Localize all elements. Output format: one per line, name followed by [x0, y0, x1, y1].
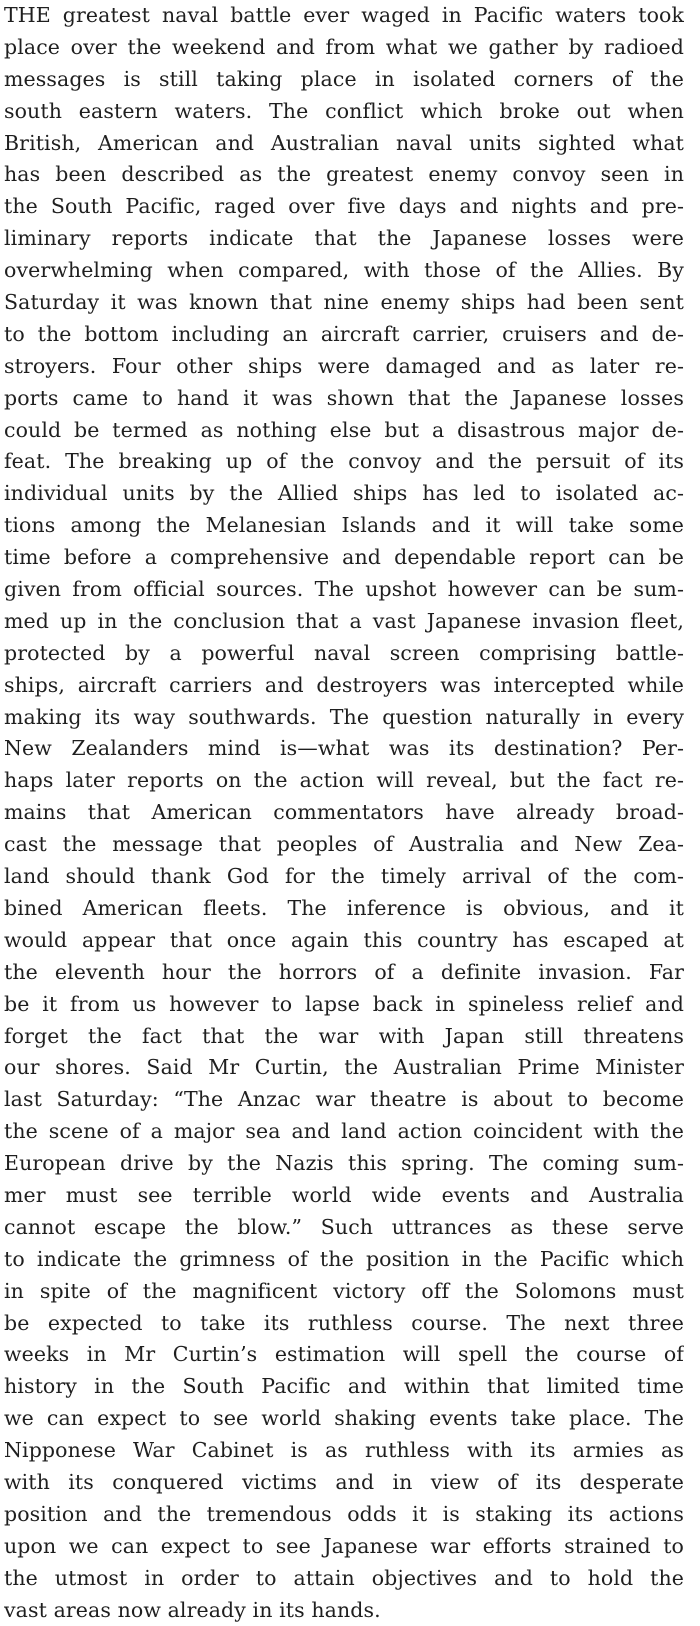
article-line: be it from us however to lapse back in spineless relief and — [4, 991, 684, 1016]
article-line: with its conquered victims and in view of its desperate — [4, 1469, 684, 1494]
article-line: liminary reports indicate that the Japanese losses were — [4, 226, 684, 251]
article-line: feat. The breaking up of the convoy and the persuit of its — [4, 449, 684, 474]
article-line: New Zealanders mind is—what was its destination? Per- — [4, 736, 684, 761]
article-line: history in the South Pacific and within that limited time — [4, 1374, 684, 1399]
article-line: to indicate the grimness of the position in the Pacific which — [4, 1246, 684, 1271]
article-line: THE greatest naval battle ever waged in Pacific waters took — [4, 3, 684, 27]
article-line: the scene of a major sea and land action coincident with the — [4, 1119, 684, 1144]
article-line: upon we can expect to see Japanese war efforts strained to — [4, 1533, 684, 1558]
article-line: position and the tremendous odds it is staking its actions — [4, 1501, 684, 1526]
article-body — [4, 0, 684, 1626]
article-line: would appear that once again this country has escaped at — [4, 927, 684, 952]
article-line: mer must see terrible world wide events and Australia — [4, 1182, 684, 1207]
article-line: Saturday it was known that nine enemy ships had been sent — [4, 290, 684, 315]
article-line: med up in the conclusion that a vast Japanese invasion fleet, — [4, 608, 684, 633]
article-line: individual units by the Allied ships has led to isolated ac- — [4, 481, 684, 506]
article-line: forget the fact that the war with Japan still threatens — [4, 1023, 684, 1048]
article-line: weeks in Mr Curtin’s estimation will spell the course of — [4, 1342, 684, 1367]
article-line: vast areas now already in its hands. — [4, 1597, 381, 1622]
article-line: time before a comprehensive and dependable report can be — [4, 545, 684, 570]
article-line: stroyers. Four other ships were damaged and as later re- — [4, 353, 684, 378]
article-line: the South Pacific, raged over five days and nights and pre- — [4, 194, 684, 219]
article-line: land should thank God for the timely arrival of the com- — [4, 864, 684, 889]
article-line: the eleventh hour the horrors of a definite invasion. Far — [4, 959, 684, 984]
article-line: European drive by the Nazis this spring. The coming sum- — [4, 1151, 684, 1176]
article-line: making its way southwards. The question naturally in every — [4, 704, 684, 729]
article-line: be expected to take its ruthless course. The next three — [4, 1310, 684, 1335]
article-line: British, American and Australian naval units sighted what — [4, 130, 684, 155]
article-line: we can expect to see world shaking events take place. The — [4, 1406, 684, 1431]
article-line: given from official sources. The upshot however can be sum- — [4, 577, 684, 602]
article-line: could be termed as nothing else but a disastrous major de- — [4, 417, 684, 442]
article-line: our shores. Said Mr Curtin, the Australian Prime Minister — [4, 1055, 684, 1080]
article-line: cannot escape the blow.” Such uttrances as these serve — [4, 1214, 684, 1239]
article-line: Nipponese War Cabinet is as ruthless with its armies as — [4, 1438, 684, 1463]
article-line: messages is still taking place in isolated corners of the — [4, 66, 684, 91]
article-line: last Saturday: “The Anzac war theatre is about to become — [4, 1087, 684, 1112]
article-line: tions among the Melanesian Islands and it will take some — [4, 513, 684, 538]
article-line: protected by a powerful naval screen comprising battle- — [4, 640, 684, 665]
article-line: haps later reports on the action will reveal, but the fact re- — [4, 768, 684, 793]
article-line: mains that American commentators have already broad- — [4, 800, 684, 825]
article-line: has been described as the greatest enemy convoy seen in — [4, 162, 684, 187]
article-line: in spite of the magnificent victory off the Solomons must — [4, 1278, 684, 1303]
article-line: south eastern waters. The conflict which broke out when — [4, 98, 684, 123]
article-line: ships, aircraft carriers and destroyers was intercepted while — [4, 672, 684, 697]
article-line: to the bottom including an aircraft carrier, cruisers and de- — [4, 321, 684, 346]
article-line: bined American fleets. The inference is obvious, and it — [4, 895, 684, 920]
article-line: overwhelming when compared, with those of the Allies. By — [4, 258, 684, 283]
article-line: ports came to hand it was shown that the Japanese losses — [4, 385, 684, 410]
article-line: cast the message that peoples of Australia and New Zea- — [4, 832, 684, 857]
article-line: place over the weekend and from what we gather by radioed — [4, 34, 684, 59]
article-line: the utmost in order to attain objectives and to hold the — [4, 1565, 684, 1590]
